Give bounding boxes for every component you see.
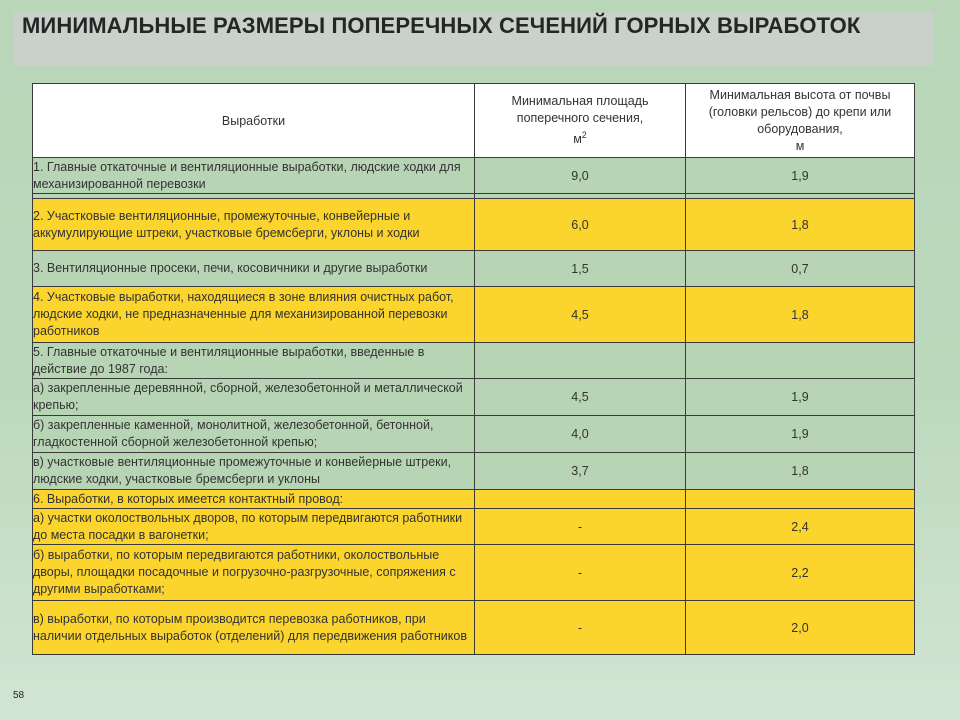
header-height: [686, 84, 915, 158]
row-name: в) выработки, по которым производится перевозка работников, при наличии отдельных выработок (отделений) для передвижения работников: [33, 601, 475, 655]
row-height: 2,2: [686, 545, 915, 601]
row-name: 4. Участковые выработки, находящиеся в зоне влияния очистных работ, людские ходки, не предназначенные для механизированной перевозки работников: [33, 287, 475, 343]
row-height: 1,8: [686, 199, 915, 251]
row-height: 2,0: [686, 601, 915, 655]
table-row: [33, 251, 915, 287]
row-area: -: [475, 601, 686, 655]
row-area: [475, 343, 686, 379]
row-area: 4,5: [475, 379, 686, 416]
row-height: 1,9: [686, 379, 915, 416]
row-height: 0,7: [686, 251, 915, 287]
table-row: [33, 601, 915, 655]
row-name: 6. Выработки, в которых имеется контактный провод:: [33, 490, 475, 509]
header-height-text: Минимальная высота от почвы (головки рельсов) до крепи или оборудования,: [708, 87, 892, 136]
header-height-unit: м: [795, 138, 805, 153]
row-area: -: [475, 509, 686, 545]
row-height: [686, 343, 915, 379]
table-row: [33, 199, 915, 251]
row-height: 1,8: [686, 287, 915, 343]
row-name: 2. Участковые вентиляционные, промежуточные, конвейерные и аккумулирующие штреки, участковые бремсберги, уклоны и ходки: [33, 199, 475, 251]
row-area: 4,5: [475, 287, 686, 343]
row-name: 1. Главные откаточные и вентиляционные выработки, людские ходки для механизированной перевозки: [33, 158, 475, 194]
header-area-unit-sup: 2: [581, 129, 587, 140]
table-row: [33, 490, 915, 509]
table-row: [33, 379, 915, 416]
row-name: в) участковые вентиляционные промежуточные и конвейерные штреки, людские ходки, участковые бремсберги и уклоны: [33, 453, 475, 490]
header-area: [475, 84, 686, 158]
row-area: 1,5: [475, 251, 686, 287]
table-row: [33, 416, 915, 453]
row-name: а) участки околоствольных дворов, по которым передвигаются работники до места посадки в вагонетки;: [33, 509, 475, 545]
sections-table: [32, 83, 915, 655]
row-height: 1,9: [686, 158, 915, 194]
table-row: [33, 545, 915, 601]
row-height: 2,4: [686, 509, 915, 545]
row-height: 1,9: [686, 416, 915, 453]
page-title: МИНИМАЛЬНЫЕ РАЗМЕРЫ ПОПЕРЕЧНЫХ СЕЧЕНИЙ ГОРНЫХ ВЫРАБОТОК: [22, 13, 861, 38]
table-row: [33, 509, 915, 545]
table-row: [33, 158, 915, 194]
page-number: 58: [13, 690, 25, 701]
table-header-row: [33, 84, 915, 158]
table-row: [33, 453, 915, 490]
header-area-unit: м: [573, 132, 582, 147]
row-name: а) закрепленные деревянной, сборной, железобетонной и металлической крепью;: [33, 379, 475, 416]
row-name: 5. Главные откаточные и вентиляционные выработки, введенные в действие до 1987 года:: [33, 343, 475, 379]
row-area: 3,7: [475, 453, 686, 490]
row-height: 1,8: [686, 453, 915, 490]
header-area-text: Минимальная площадь поперечного сечения,: [511, 93, 649, 125]
row-name: 3. Вентиляционные просеки, печи, косовичники и другие выработки: [33, 251, 475, 287]
row-area: 4,0: [475, 416, 686, 453]
table-row: [33, 343, 915, 379]
table-row: [33, 287, 915, 343]
row-name: б) выработки, по которым передвигаются работники, околоствольные дворы, площадки посадочные и погрузочно-разгрузочные, сопряжения с другими выработками;: [33, 545, 475, 601]
row-area: 6,0: [475, 199, 686, 251]
row-name: б) закрепленные каменной, монолитной, железобетонной, бетонной, гладкостенной сборной железобетонной крепью;: [33, 416, 475, 453]
row-height: [686, 490, 915, 509]
row-area: 9,0: [475, 158, 686, 194]
row-area: -: [475, 545, 686, 601]
header-workings: Выработки: [33, 84, 475, 158]
header-area-unit-wrap: [475, 127, 685, 148]
row-area: [475, 490, 686, 509]
